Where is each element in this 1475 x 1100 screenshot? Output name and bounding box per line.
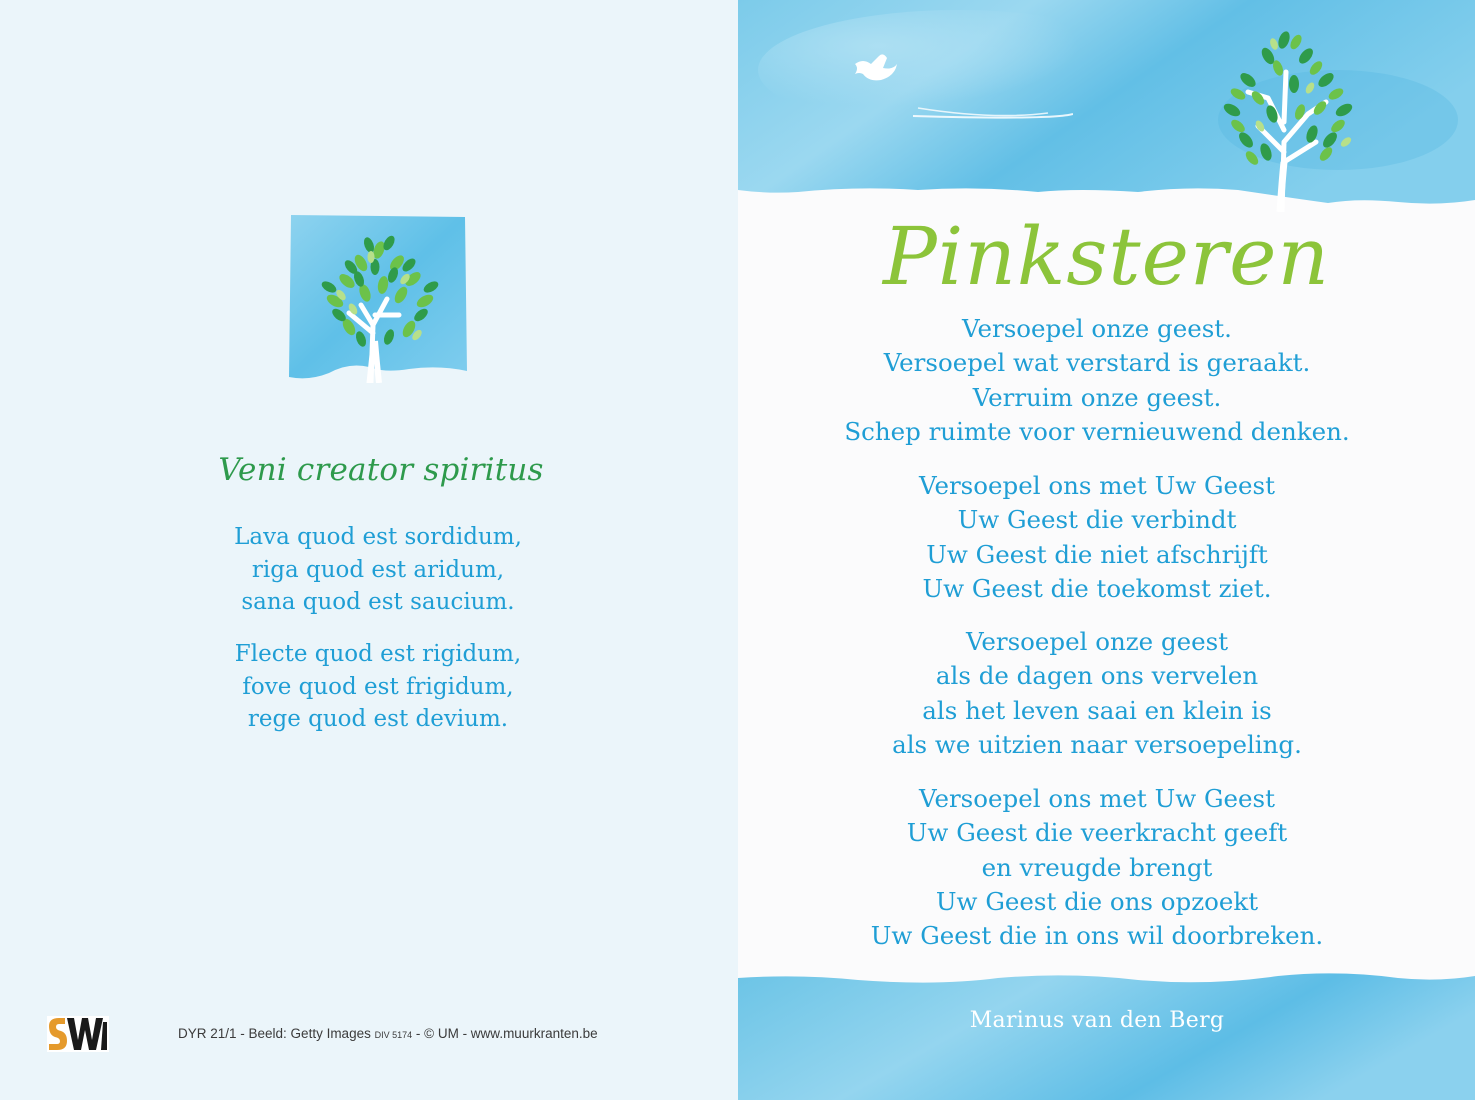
poem-line: Versoepel ons met Uw Geest: [919, 784, 1275, 813]
poem-line: Flecte quod est rigidum,: [234, 641, 522, 667]
poem-line: Uw Geest die in ons wil doorbreken.: [870, 921, 1324, 951]
left-stanza-2: [0, 638, 756, 736]
poem-line: Versoepel onze geest: [965, 627, 1229, 656]
footer-main: DYR 21/1 - Beeld: Getty Images: [178, 1026, 375, 1041]
page-title: Pinksteren: [882, 210, 1331, 303]
dove-icon: [853, 50, 1073, 130]
footer-code: DIV 5174: [374, 1030, 413, 1040]
right-panel: [738, 0, 1475, 1100]
right-stanza-1: [738, 312, 1456, 449]
poem-line: als de dagen ons vervelen: [935, 661, 1259, 691]
poem-line: als we uitzien naar versoepeling.: [892, 729, 1302, 759]
poem-line: Uw Geest die verbindt: [957, 505, 1237, 535]
poem-line: riga quod est aridum,: [251, 556, 505, 583]
poem-line: Uw Geest die toekomst ziet.: [922, 573, 1272, 603]
poem-line: Lava quod est sordidum,: [234, 524, 522, 550]
poem-line: rege quod est devium.: [247, 706, 509, 732]
tree-tile-icon: [289, 215, 469, 383]
right-stanza-3: [738, 625, 1456, 762]
poem-line: Uw Geest die ons opzoekt: [935, 886, 1259, 916]
author-name: Marinus van den Berg: [969, 1008, 1225, 1033]
right-stanza-4: [738, 782, 1456, 953]
poem-line: als het leven saai en klein is: [922, 695, 1272, 725]
poem-line: Verruim onze geest.: [972, 382, 1222, 412]
footer-credits: [178, 1026, 598, 1041]
footer-rest: - © UM - www.muurkranten.be: [412, 1026, 598, 1041]
poem-line: Versoepel ons met Uw Geest: [919, 471, 1275, 500]
poem-line: Uw Geest die veerkracht geeft: [906, 818, 1288, 848]
left-title: Veni creator spiritus: [218, 452, 544, 488]
poem-line: Versoepel wat verstard is geraakt.: [883, 348, 1311, 378]
publisher-logo: [47, 1016, 109, 1052]
poem-line: Uw Geest die niet afschrijft: [926, 539, 1268, 569]
poem-line: sana quod est saucium.: [241, 589, 515, 615]
tree-icon: [1208, 22, 1368, 212]
left-stanza-1: [0, 521, 756, 619]
poem-line: fove quod est frigidum,: [242, 673, 514, 700]
poem-line: en vreugde brengt: [981, 852, 1213, 882]
poem-line: Versoepel onze geest.: [962, 314, 1232, 343]
right-stanza-2: [738, 469, 1456, 606]
poem-line: Schep ruimte voor vernieuwend denken.: [844, 416, 1350, 446]
